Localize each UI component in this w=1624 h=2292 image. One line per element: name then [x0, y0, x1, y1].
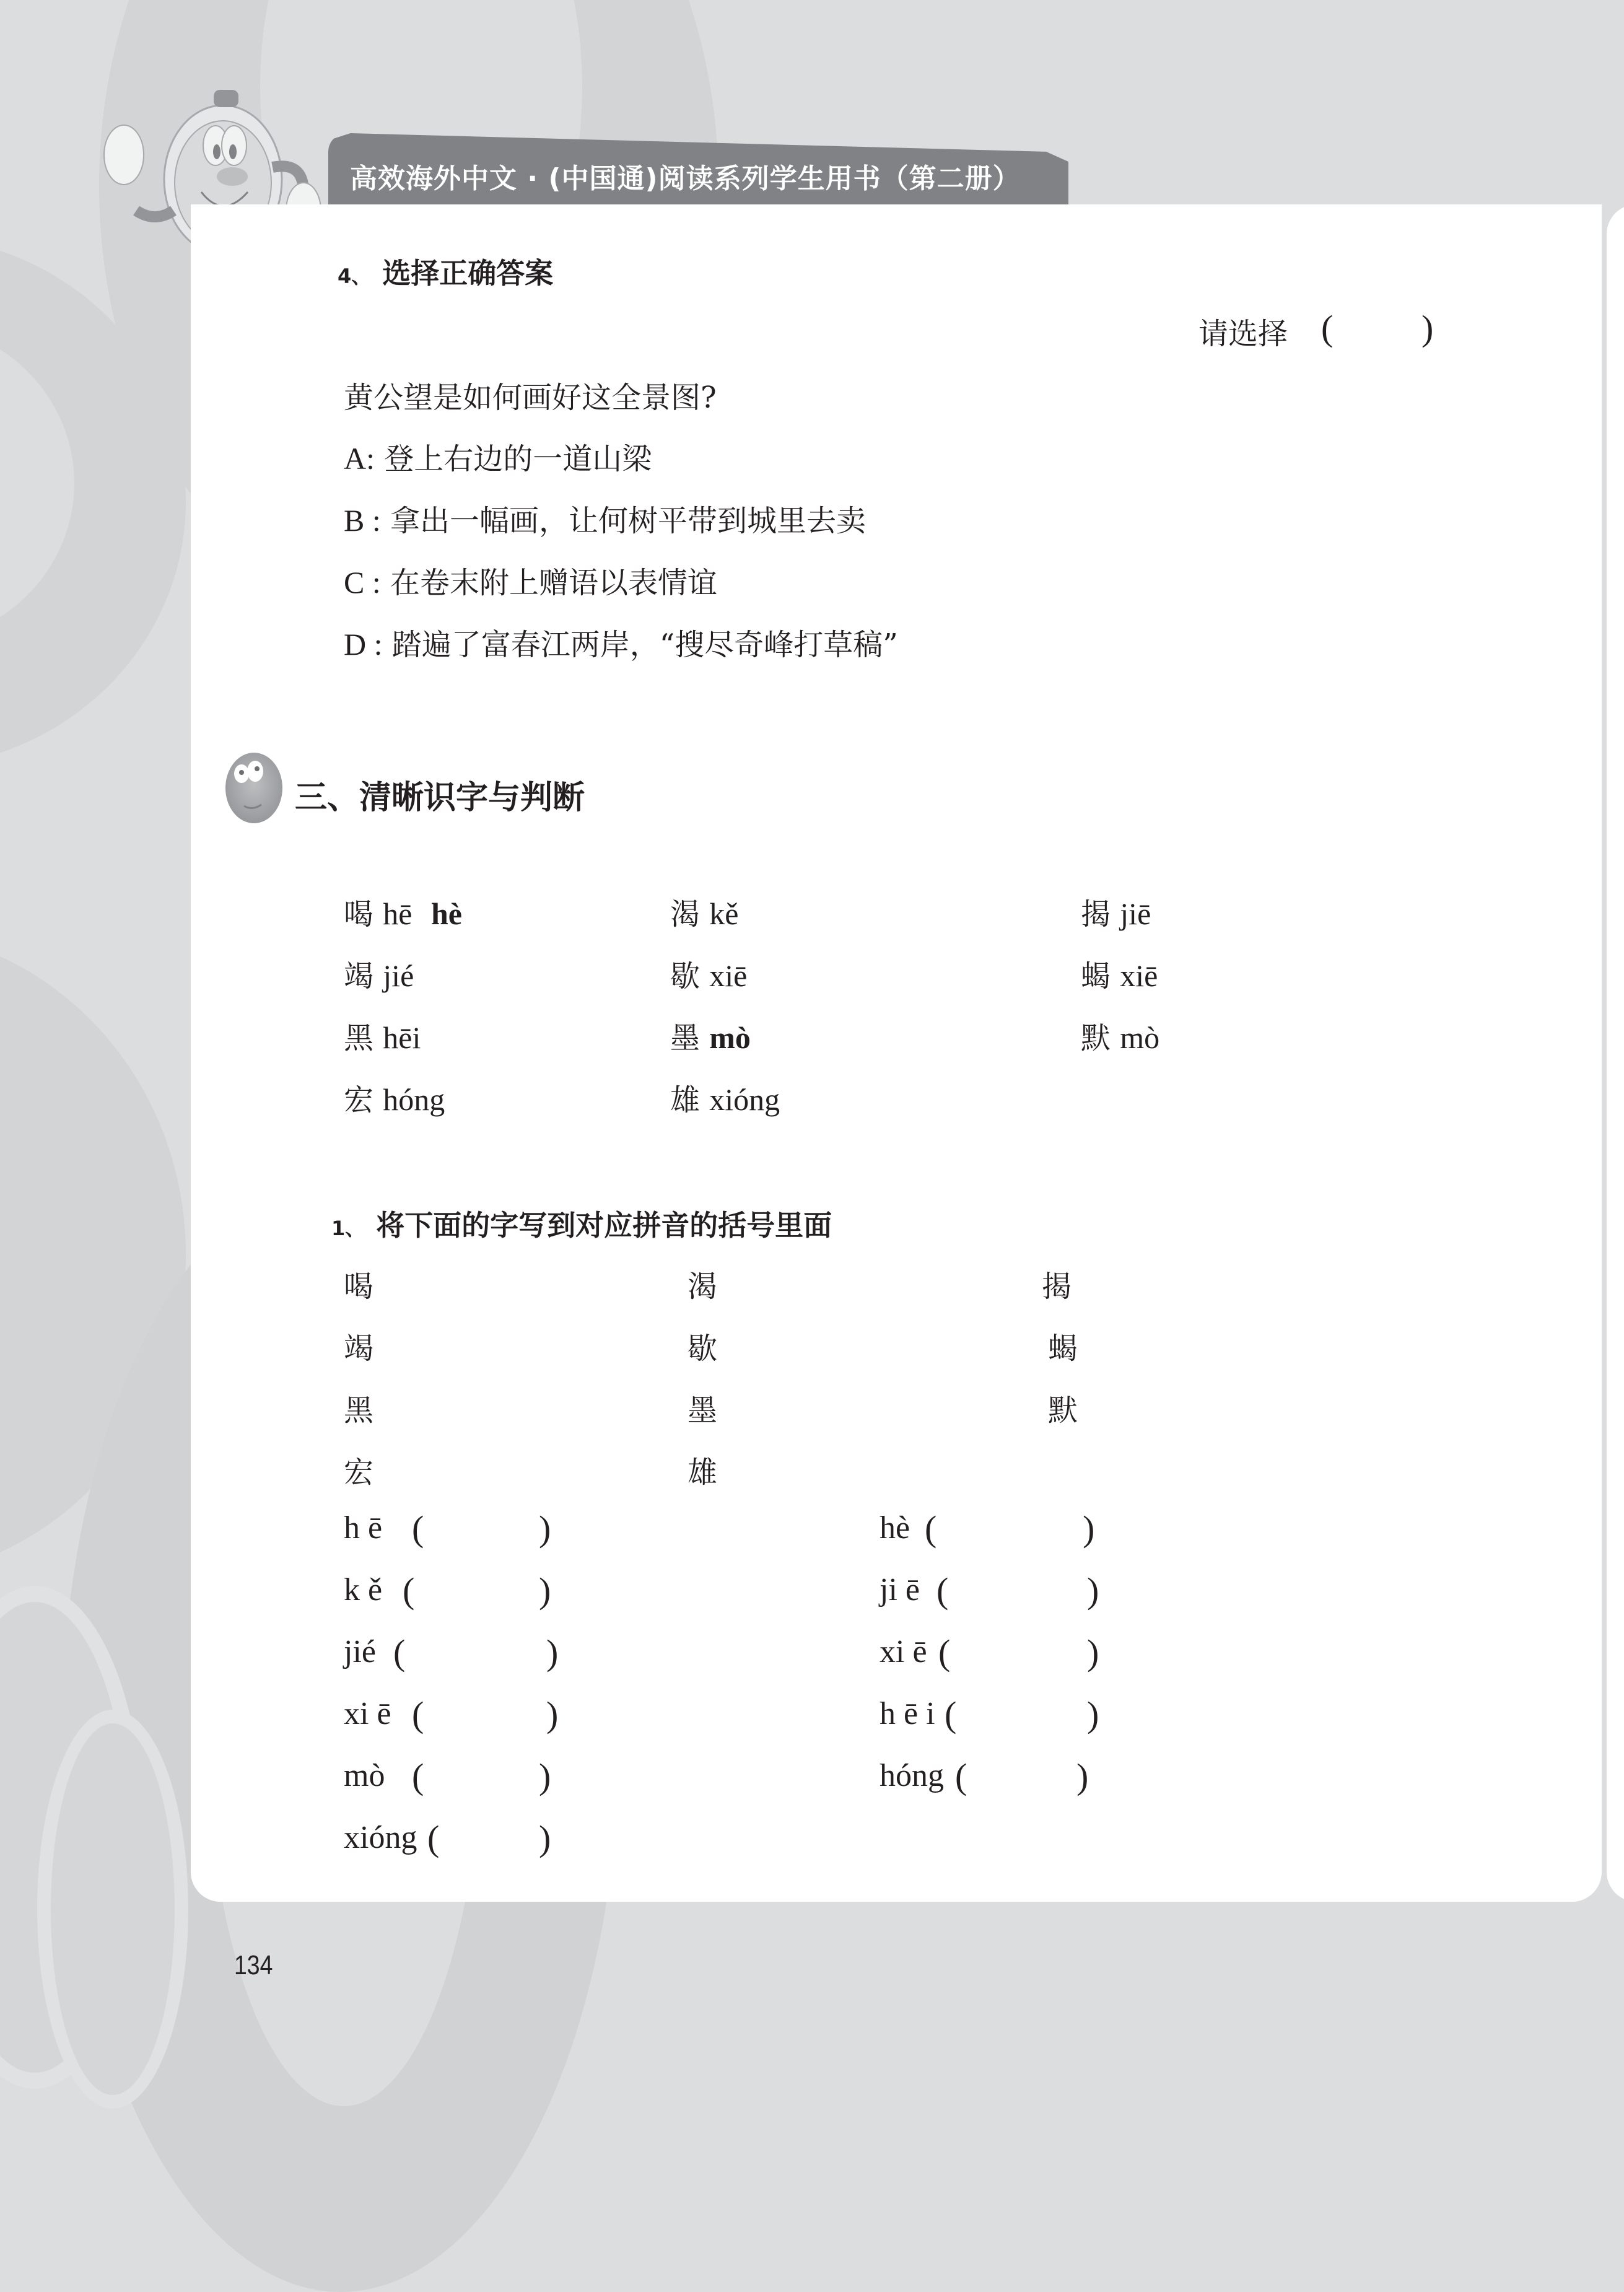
- close-paren: ): [546, 1694, 559, 1734]
- blank-input[interactable]: [954, 1577, 1084, 1614]
- open-paren: (: [393, 1632, 406, 1673]
- close-paren: ): [539, 1570, 551, 1611]
- pinyin-label: xióng: [344, 1820, 417, 1855]
- page-number: 134: [234, 1950, 273, 1980]
- close-paren: ): [546, 1632, 559, 1673]
- answer-open-paren: (: [1321, 308, 1334, 348]
- character: 揭: [1042, 1269, 1072, 1304]
- character: 黑: [344, 1393, 374, 1428]
- option-text: 登上右边的一道山梁: [384, 442, 652, 476]
- character: 墨: [688, 1393, 718, 1428]
- vocab-item: 渴 kě: [670, 896, 739, 932]
- vocab-item: 雄 xióng: [670, 1082, 780, 1118]
- option-c[interactable]: [344, 559, 717, 601]
- blank-input[interactable]: [427, 1762, 536, 1800]
- vocab-item: 竭 jié: [344, 958, 414, 994]
- select-prompt: 请选择: [1198, 317, 1288, 351]
- close-paren: ): [1087, 1632, 1099, 1673]
- pinyin-label: mò: [344, 1758, 385, 1793]
- smiley-face-icon: [224, 751, 284, 825]
- blank-input[interactable]: [971, 1762, 1073, 1800]
- option-text: 踏遍了富春江两岸，“搜尽奇峰打草稿”: [391, 628, 898, 662]
- option-a[interactable]: [344, 435, 652, 478]
- close-paren: ): [539, 1508, 551, 1549]
- close-paren: ): [539, 1818, 551, 1858]
- blank-input[interactable]: [954, 1638, 1084, 1676]
- vocab-item: 默 mò: [1081, 1020, 1160, 1056]
- open-paren: (: [955, 1756, 967, 1796]
- book-title: 高效海外中文 · (中国通)阅读系列学生用书（第二册）: [350, 163, 1021, 195]
- vocab-item: 墨 mò: [670, 1020, 751, 1056]
- question-title: 选择正确答案: [382, 256, 554, 290]
- character: 竭: [344, 1331, 374, 1366]
- option-text: 在卷末附上赠语以表情谊: [390, 566, 718, 600]
- character: 渴: [688, 1269, 718, 1304]
- pinyin-label: hè: [880, 1510, 910, 1546]
- pinyin-label: jié: [344, 1634, 376, 1669]
- pinyin-label: k ě: [344, 1572, 383, 1607]
- option-text: 拿出一幅画，让何树平带到城里去卖: [390, 504, 867, 538]
- section-3-title: 三、清晰识字与判断: [295, 779, 585, 816]
- character: 默: [1048, 1393, 1078, 1428]
- blank-input[interactable]: [427, 1515, 536, 1552]
- character: 喝: [344, 1269, 374, 1304]
- answer-close-paren: ): [1421, 308, 1434, 348]
- character: 宏: [344, 1455, 374, 1490]
- close-paren: ): [539, 1756, 551, 1796]
- open-paren: (: [412, 1508, 424, 1549]
- adjacent-page-edge: [1607, 204, 1624, 1902]
- task-number: 1、: [331, 1217, 365, 1240]
- open-paren: (: [938, 1632, 951, 1673]
- close-paren: ): [1083, 1508, 1095, 1549]
- open-paren: (: [427, 1818, 440, 1858]
- pinyin-label: h ē i: [880, 1696, 935, 1731]
- option-d[interactable]: [344, 621, 898, 663]
- vocab-item: 喝 hē hè: [344, 896, 462, 932]
- bg-ring-corner-2: [37, 1710, 188, 2109]
- close-paren: ): [1087, 1694, 1099, 1734]
- pinyin-label: ji ē: [880, 1572, 920, 1607]
- blank-input[interactable]: [427, 1700, 542, 1738]
- blank-input[interactable]: [409, 1638, 542, 1676]
- character: 雄: [688, 1455, 718, 1490]
- open-paren: (: [403, 1570, 415, 1611]
- blank-input[interactable]: [960, 1700, 1084, 1738]
- close-paren: ): [1076, 1756, 1089, 1796]
- open-paren: (: [945, 1694, 957, 1734]
- blank-input[interactable]: [443, 1824, 536, 1861]
- character: 蝎: [1048, 1331, 1078, 1366]
- character: 歇: [688, 1331, 718, 1366]
- open-paren: (: [412, 1694, 424, 1734]
- option-label: D :: [344, 627, 383, 662]
- vocab-item: 蝎 xiē: [1081, 958, 1158, 994]
- task-1-heading: [331, 1203, 832, 1244]
- vocab-item: 揭 jiē: [1081, 896, 1151, 932]
- blank-input[interactable]: [418, 1577, 536, 1614]
- vocab-item: 黑 hēi: [344, 1020, 421, 1056]
- question-text: 黄公望是如何画好这全景图?: [344, 380, 717, 415]
- open-paren: (: [925, 1508, 937, 1549]
- option-b[interactable]: [344, 497, 866, 540]
- question-number: 4、: [338, 265, 372, 288]
- option-label: C :: [344, 565, 381, 600]
- question-4-heading: [338, 251, 553, 292]
- open-paren: (: [412, 1756, 424, 1796]
- task-title: 将下面的字写到对应拼音的括号里面: [376, 1209, 832, 1242]
- close-paren: ): [1087, 1570, 1099, 1611]
- pinyin-label: xi ē: [880, 1634, 927, 1669]
- pinyin-label: xi ē: [344, 1696, 391, 1731]
- option-label: B :: [344, 503, 381, 538]
- open-paren: (: [936, 1570, 949, 1611]
- blank-input[interactable]: [941, 1515, 1081, 1552]
- pinyin-label: hóng: [880, 1758, 944, 1793]
- pinyin-label: h ē: [344, 1510, 383, 1546]
- option-label: A:: [344, 441, 375, 476]
- vocab-item: 宏 hóng: [344, 1082, 445, 1118]
- answer-input[interactable]: [1338, 313, 1418, 349]
- vocab-item: 歇 xiē: [670, 958, 748, 994]
